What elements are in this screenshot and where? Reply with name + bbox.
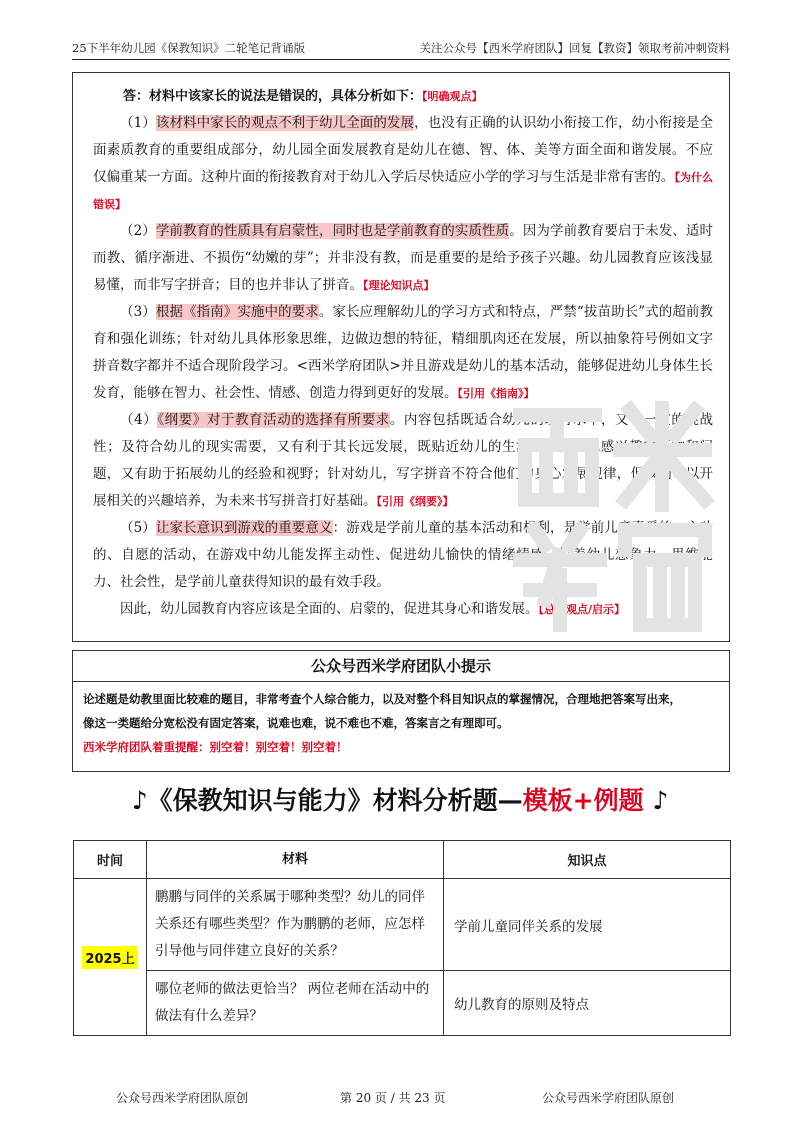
knowledge-cell: 学前儿童同伴关系的发展 — [444, 879, 731, 971]
header-promo: 关注公众号【西米学府团队】回复【教资】领取考前冲刺资料 — [419, 41, 730, 55]
answer-point-3: （3）根据《指南》实施中的要求。家长应理解幼儿的学习方式和特点，严禁“拔苗助长”式的超前教育和强化训练；针对幼儿具体形象思维，边做边想的特征，精细肌肉还在发展，所以抽象符号例如文字拼音数字都并不适合现阶段学习。<西米学府团队>并且游戏是幼儿的基本活动，能够促进幼儿身体生长发育，能够在智力、社会性、情感、创造力得到更好的发展。【引用《指南》】 — [93, 304, 713, 401]
material-cell: 鹏鹏与同伴的关系属于哪种类型？幼儿的同伴关系还有哪些类型？作为鹏鹏的老师，应怎样引导他与同伴建立良好的关系？ — [147, 879, 444, 971]
section-title-highlight: 模板+例题 — [522, 786, 644, 815]
tip-line-1: 论述题是幼教里面比较难的题目，非常考查个人综合能力，以及对整个科目知识点的掌握情况，合理地把答案写出来， — [83, 692, 681, 706]
knowledge-cell: 幼儿教育的原则及特点 — [444, 971, 731, 1036]
answer-box — [72, 72, 730, 642]
col-header-knowledge: 知识点 — [444, 841, 731, 879]
answer-point-4: （4）《纲要》对于教育活动的选择有所要求。内容包括既适合幼儿的现有水平，又有一定的挑战性；及符合幼儿的现实需要，又有利于其长远发展，既贴近幼儿的生活来选择幼儿感兴趣的事物和问题，又有助于拓展幼儿的经验和视野；针对幼儿，写字拼音不符合他们的身心发展规律，但我们可以开展相关的兴趣培养，为未来书写拼音打好基础。【引用《纲要》】 — [93, 412, 714, 509]
highlight-2: 学前教育的性质具有启蒙性，同时也是学前教育的实质性质 — [155, 223, 510, 239]
tag-4: 【引用《纲要》】 — [376, 495, 454, 508]
year-badge: 2025上 — [82, 946, 137, 969]
section-title: ♪《保教知识与能力》材料分析题—模板+例题 ♪ — [131, 786, 669, 815]
page-header — [72, 38, 730, 60]
answer-point-2: （2）学前教育的性质具有启蒙性，同时也是学前教育的实质性质。因为学前教育要启于未发、适时而教、循序渐进、不损伤“幼嫩的芽”；并非没有教，而是重要的是给予孩子兴趣。幼儿园教育应该浅显易懂，而非写字拼音；目的也并非认了拼音。【理论知识点】 — [93, 223, 714, 293]
tip-box — [72, 650, 730, 772]
tag-2: 【理论知识点】 — [363, 279, 435, 292]
highlight-1: 该材料中家长的观点不利于幼儿全面的发展 — [155, 115, 415, 131]
highlight-4: 《纲要》对于教育活动的选择有所要求 — [157, 412, 390, 428]
knowledge-table — [73, 840, 731, 1036]
tag-6: 【总结观点/启示】 — [538, 603, 626, 616]
table-header-row — [74, 841, 731, 879]
footer-right: 公众号西米学府团队原创 — [542, 1091, 675, 1105]
tag-1: 【为什么错误】 — [93, 171, 714, 211]
table-row — [74, 971, 731, 1036]
tip-title: 公众号西米学府团队小提示 — [73, 651, 729, 682]
highlight-5: 让家长意识到游戏的重要意义 — [155, 520, 333, 536]
tag-3: 【引用《指南》】 — [457, 387, 535, 400]
answer-point-1: （1）该材料中家长的观点不利于幼儿全面的发展，也没有正确的认识幼小衔接工作，幼小衔接是全面素质教育的重要组成部分，幼儿园全面发展教育是幼儿在德、智、体、美等方面全面和谐发展。不应仅偏重某一方面。这种片面的衔接教育对于幼儿入学后尽快适应小学的学习与生活是非常有害的。【为什么错误】 — [93, 115, 714, 211]
year-cell — [74, 879, 147, 1036]
footer-left: 公众号西米学府团队原创 — [116, 1091, 249, 1105]
highlight-3: 根据《指南》实施中的要求 — [155, 304, 319, 320]
footer-page-number: 第 20 页 / 共 23 页 — [340, 1091, 446, 1105]
table-row — [74, 879, 731, 971]
answer-point-5: （5）让家长意识到游戏的重要意义：游戏是学前儿童的基本活动和权利，是学前儿童喜爱的、主动的、自愿的活动，在游戏中幼儿能发挥主动性、促进幼儿愉快的情绪情感、培养幼儿想象力、思维能力、社会性，是学前儿童获得知识的最有效手段。 — [93, 520, 714, 590]
answer-lead: 答：材料中该家长的说法是错误的，具体分析如下：【明确观点】 — [123, 89, 483, 104]
col-header-time: 时间 — [74, 841, 147, 879]
tip-line-2: 像这一类题给分宽松没有固定答案，说难也难，说不难也不难，答案言之有理即可。 — [83, 716, 509, 730]
col-header-material: 材料 — [147, 841, 444, 879]
material-cell: 哪位老师的做法更恰当？ 两位老师在活动中的做法有什么差异？ — [147, 971, 444, 1036]
tip-reminder: 西米学府团队着重提醒：别空着！别空着！别空着！ — [83, 740, 348, 754]
header-doc-title: 25下半年幼儿园《保教知识》二轮笔记背诵版 — [72, 41, 306, 55]
answer-conclusion: 因此，幼儿园教育内容应该是全面的、启蒙的，促进其身心和谐发展。【总结观点/启示】 — [120, 601, 626, 617]
lead-tag: 【明确观点】 — [422, 90, 483, 103]
tip-body — [73, 682, 729, 759]
